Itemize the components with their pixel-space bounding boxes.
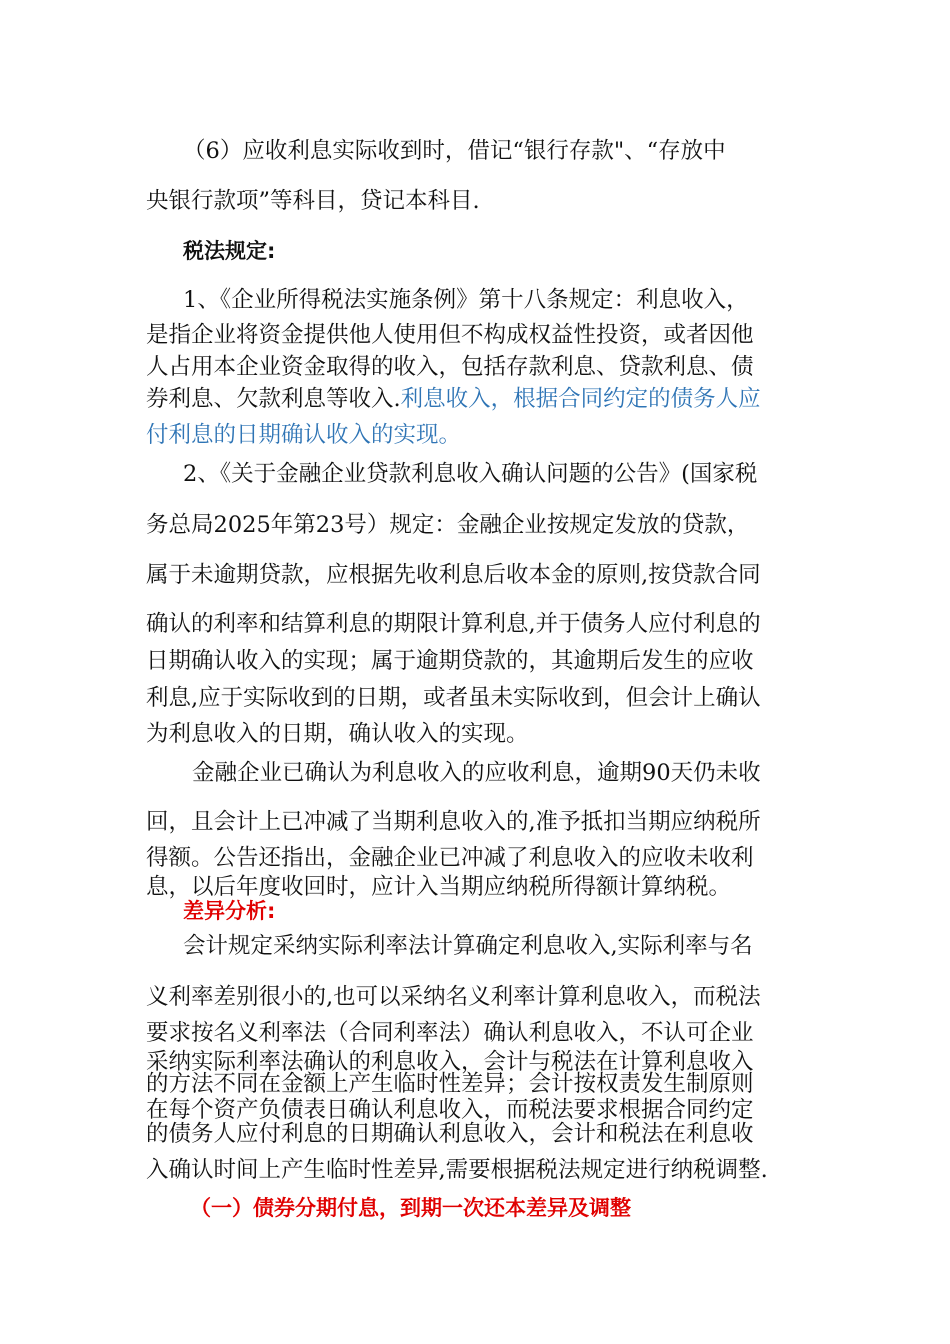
text-line: 在每个资产负债表日确认利息收入，而税法要求根据合同约定 <box>146 1097 754 1123</box>
section-heading-tax-rules: 税法规定: <box>183 239 276 263</box>
text-line: 金融企业已确认为利息收入的应收利息，逾期90天仍未收 <box>192 760 761 786</box>
section-heading-difference-analysis: 差异分析: <box>183 899 276 923</box>
text-line: 回，且会计上已冲减了当期利息收入的,准予抵扣当期应纳税所 <box>146 809 761 835</box>
text-segment: 券利息、欠款利息等收入. <box>146 386 401 412</box>
text-line: 入确认时间上产生临时性差异,需要根据税法规定进行纳税调整. <box>146 1157 768 1183</box>
text-line: 要求按名义利率法（合同利率法）确认利息收入，不认可企业 <box>146 1020 754 1046</box>
text-line: 利息,应于实际收到的日期，或者虽未实际收到，但会计上确认 <box>146 685 761 711</box>
text-line: 人占用本企业资金取得的收入，包括存款利息、贷款利息、债 <box>146 354 754 380</box>
text-line: 2、《关于金融企业贷款利息收入确认问题的公告》(国家税 <box>183 461 758 487</box>
text-line: 的债务人应付利息的日期确认利息收入，会计和税法在利息收 <box>146 1121 754 1147</box>
text-line: 会计规定采纳实际利率法计算确定利息收入,实际利率与名 <box>183 933 753 959</box>
text-line: 息，以后年度收回时，应计入当期应纳税所得额计算纳税。 <box>146 874 732 900</box>
text-line: 义利率差别很小的,也可以采纳名义利率计算利息收入，而税法 <box>146 984 761 1010</box>
text-line: 是指企业将资金提供他人使用但不构成权益性投资，或者因他 <box>146 322 754 348</box>
text-line: （6）应收利息实际收到时，借记“银行存款"、“存放中 <box>183 138 726 164</box>
highlighted-text-segment: 利息收入，根据合同约定的债务人应 <box>400 386 761 412</box>
text-line: 得额。公告还指出，金融企业已冲减了利息收入的应收未收利 <box>146 845 754 871</box>
text-line: 为利息收入的日期，确认收入的实现。 <box>146 721 529 747</box>
text-line: 1、《企业所得税法实施条例》第十八条规定：利息收入， <box>183 287 749 313</box>
text-line: 采纳实际利率法确认的利息收入，会计与税法在计算利息收入 <box>146 1049 754 1075</box>
highlighted-text-line: 付利息的日期确认收入的实现。 <box>146 422 462 448</box>
text-line: 属于未逾期贷款，应根据先收利息后收本金的原则,按贷款合同 <box>146 562 761 588</box>
text-line: 央银行款项”等科目，贷记本科目. <box>146 188 480 214</box>
text-line: 务总局2025年第23号）规定：金融企业按规定发放的贷款， <box>146 512 750 538</box>
section-heading-bond-installment: （一）债券分期付息，到期一次还本差异及调整 <box>190 1196 631 1220</box>
text-line: 确认的利率和结算利息的期限计算利息,并于债务人应付利息的 <box>146 611 761 637</box>
text-line: 日期确认收入的实现；属于逾期贷款的，其逾期后发生的应收 <box>146 648 754 674</box>
text-line <box>146 384 761 414</box>
text-line: 的方法不同在金额上产生临时性差异；会计按权责发生制原则 <box>146 1071 754 1097</box>
